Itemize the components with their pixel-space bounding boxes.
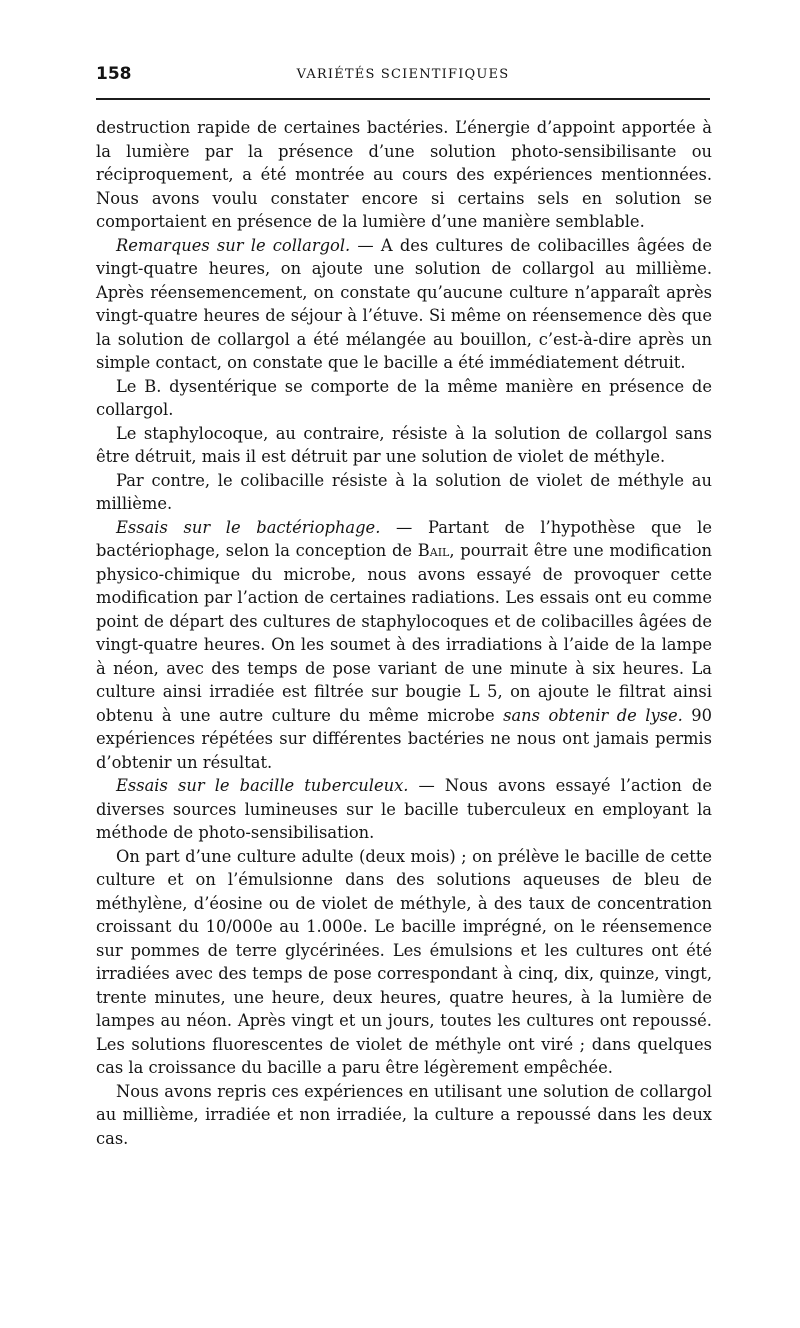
paragraph-collargol-text: — A des cultures de colibacilles âgées de vingt-quatre heures, on ajoute une solution de collargol au millième. Après réensemencement, on constate qu’aucune culture n’apparaît après vingt-quatre heures de séjour à l’étuve. Si même on réensemence dès que la solution de collargol a été mélangée au bouillon, c’est-à-dire après un simple contact, on constate que le bacille a été immédiatement détruit. <box>96 235 712 372</box>
section-lead-tuberculeux: Essais sur le bacille tuberculeux. <box>116 776 409 795</box>
paragraph-tuberculeux <box>96 774 712 845</box>
page-number: 158 <box>96 64 132 84</box>
paragraph-collargol <box>96 234 712 375</box>
paragraph-dysenterique: Le B. dysentérique se comporte de la même manière en présence de collargol. <box>96 376 712 419</box>
body-text <box>96 116 712 1150</box>
page-header <box>96 64 710 88</box>
paragraph-colibacille: Par contre, le colibacille résiste à la solution de violet de méthyle au millième. <box>96 470 712 513</box>
section-lead-collargol: Remarques sur le collargol. <box>116 235 351 255</box>
italic-sans-obtenir: sans obtenir de lyse. <box>503 705 683 725</box>
author-name-bail: Bail <box>417 541 450 560</box>
paragraph-staphylocoque: Le staphylocoque, au contraire, résiste à la solution de collargol sans être détruit, mais il est détruit par une solution de violet de méthyle. <box>96 423 712 466</box>
paragraph-bacteriophage <box>96 516 712 775</box>
paragraph-conclusion: Nous avons repris ces expériences en utilisant une solution de collargol au millième, irradiée et non irradiée, la culture a repoussé dans les deux cas. <box>96 1081 712 1148</box>
header-rule <box>96 98 710 100</box>
section-lead-bacteriophage: Essais sur le bactériophage. <box>116 517 381 537</box>
paragraph-culture-adulte: On part d’une culture adulte (deux mois) ; on prélève le bacille de cette culture et on l’émulsionne dans des solutions aqueuses de bleu de méthylène, d’éosine ou de violet de méthyle, à des taux de concentration croissant du 10/000e au 1.000e. Le bacille imprégné, on le réensemence sur pommes de terre glycérinées. Les émulsions et les cultures ont été irradiées avec des temps de pose correspondant à cinq, dix, quinze, vingt, trente minutes, une heure, deux heures, quatre heures, à la lumière de lampes au néon. Après vingt et un jours, toutes les cultures ont repoussé. Les solutions fluorescentes de violet de méthyle ont viré ; dans quelques cas la croissance du bacille a paru être légèrement empêchée. <box>96 846 712 1077</box>
paragraph-bacteriophage-text-a: — Partant de l’hypothèse que le bactériophage, selon la conception de <box>96 517 712 560</box>
paragraph-1: destruction rapide de certaines bactéries. L’énergie d’appoint apportée à la lumière par la présence d’une solution photo-sensibilisante ou réciproquement, a été montrée au cours des expériences mentionnées. Nous avons voulu constater encore si certains sels en solution se comportaient en présence de la lumière d’une manière semblable. <box>96 118 712 231</box>
paragraph-tuberculeux-text: — Nous avons essayé l’action de diverses sources lumineuses sur le bacille tuberculeux en employant la méthode de photo-sensibilisation. <box>96 776 712 842</box>
paragraph-bacteriophage-text-c: 90 expériences répétées sur différentes bactéries ne nous ont jamais permis d’obtenir un résultat. <box>96 705 712 772</box>
running-title: VARIÉTÉS SCIENTIFIQUES <box>296 67 510 82</box>
paragraph-bacteriophage-text-b: , pourrait être une modification physico-chimique du microbe, nous avons essayé de provoquer cette modification par l’action de certaines radiations. Les essais ont eu comme point de départ des cultures de staphylocoques et de colibacilles âgées de vingt-quatre heures. On les soumet à des irradiations à l’aide de la lampe à néon, avec des temps de pose variant de une minute à six heures. La culture ainsi irradiée est filtrée sur bougie L 5, on ajoute le filtrat ainsi obtenu à une autre culture du même microbe <box>96 541 712 725</box>
